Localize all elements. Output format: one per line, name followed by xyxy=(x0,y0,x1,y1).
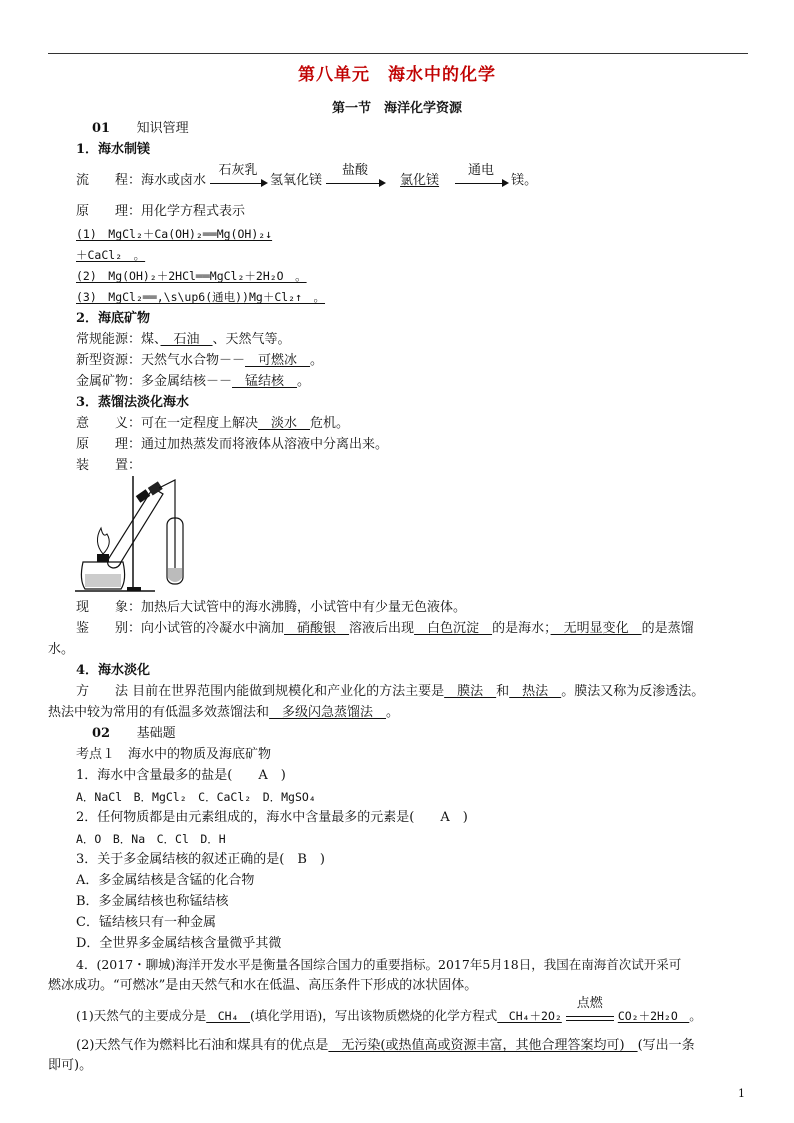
equation-1b: ＋CaCl₂ 。 xyxy=(76,248,146,262)
q3-option-b: B．多金属结核也称锰结核 xyxy=(76,894,229,909)
q4-part-1: (1)天然气的主要成分是 CH₄ (填化学用语)，写出该物质燃烧的化学方程式 CH₄＋2O₂ 点燃 CO₂＋2H₂O 。 xyxy=(76,996,702,1023)
q4-stem-2: 燃冰成功。“可燃冰”是由天然气和水在低温、高压条件下形成的冰状固体。 xyxy=(48,978,478,993)
q4-part-2: (2)天然气作为燃料比石油和煤具有的优点是 无污染(或热值高或资源丰富，其他合理答案均可) (写出一条 xyxy=(76,1038,695,1053)
q1-options: A．NaCl B．MgCl₂ C．CaCl₂ D．MgSO₄ xyxy=(76,790,316,804)
q2-options: A．O B．Na C．Cl D．H xyxy=(76,832,226,846)
k1-heading: 1．海水制镁 xyxy=(76,142,151,157)
q4-stem-1: 4．(2017・聊城)海洋开发水平是衡量各国综合国力的重要指标。2017年5月18日，我国在南海首次试开采可 xyxy=(76,957,682,972)
equation-3: (3) MgCl₂══,\s\up6(通电))Mg＋Cl₂↑ 。 xyxy=(76,290,326,304)
q2-stem: 2．任何物质都是由元素组成的，海水中含量最多的元素是( A ) xyxy=(76,810,468,825)
k2-line-2: 新型资源：天然气水合物－－ 可燃冰 。 xyxy=(76,353,324,368)
flow-arrow-1: 石灰乳 xyxy=(208,172,268,190)
section-label: 基础题 xyxy=(136,726,176,741)
section-title: 第一节 海洋化学资源 xyxy=(331,101,462,116)
k3-line-4: 现 象：加热后大试管中的海水沸腾，小试管中有少量无色液体。 xyxy=(76,600,467,615)
flow-label: 流 程： xyxy=(76,173,142,188)
q3-option-a: A．多金属结核是含锰的化合物 xyxy=(76,873,255,888)
flow-arrow-3: 通电 xyxy=(453,172,509,190)
unit-title: 第八单元 海水中的化学 xyxy=(298,65,496,85)
section-02 xyxy=(92,725,176,743)
header-rule xyxy=(48,53,748,54)
k3-line-1: 意 义：可在一定程度上解决 淡水 危机。 xyxy=(76,416,350,431)
section-label: 知识管理 xyxy=(136,121,189,136)
flow-arrow-2: 盐酸 xyxy=(324,172,386,190)
k2-heading: 2．海底矿物 xyxy=(76,311,151,326)
k3-heading: 3．蒸馏法淡化海水 xyxy=(76,395,190,410)
k4-line-2: 热法中较为常用的有低温多效蒸馏法和 多级闪急蒸馏法 。 xyxy=(48,705,400,720)
k3-line-3: 装 置： xyxy=(76,458,142,473)
q4-part-2-cont: 即可)。 xyxy=(48,1058,93,1073)
q3-option-d: D．全世界多金属结核含量微乎其微 xyxy=(76,936,282,951)
reaction-condition: 点燃 xyxy=(562,1007,618,1025)
q1-stem: 1．海水中含量最多的盐是( A ) xyxy=(76,768,286,783)
section-number: 02 xyxy=(92,726,111,741)
section-number: 01 xyxy=(92,121,111,136)
flow-start: 海水或卤水 xyxy=(141,173,207,188)
k2-line-1: 常规能源：煤、 石油 、天然气等。 xyxy=(76,332,291,347)
k3-line-5: 鉴 别：向小试管的冷凝水中滴加 硝酸银 溶液后出现 白色沉淀 的是海水； 无明显变化 的是蒸馏 xyxy=(76,621,694,636)
equation-2: (2) Mg(OH)₂＋2HCl══MgCl₂＋2H₂O 。 xyxy=(76,269,307,283)
k3-line-5-cont: 水。 xyxy=(48,642,75,657)
flow-mid-2: 氯化镁 xyxy=(400,173,440,188)
flow-mid-1: 氢氧化镁 xyxy=(270,173,323,188)
k3-line-2: 原 理：通过加热蒸发而将液体从溶液中分离出来。 xyxy=(76,437,389,452)
section-01 xyxy=(92,120,189,138)
page-number: 1 xyxy=(738,1087,745,1100)
flow-line xyxy=(76,163,538,190)
principle-line: 原 理：用化学方程式表示 xyxy=(76,204,246,219)
k2-line-3: 金属矿物：多金属结核－－ 锰结核 。 xyxy=(76,374,311,389)
k4-heading: 4．海水淡化 xyxy=(76,663,151,678)
flow-end: 镁。 xyxy=(511,173,538,188)
equation-1a: (1) MgCl₂＋Ca(OH)₂══Mg(OH)₂↓ xyxy=(76,227,273,241)
distillation-apparatus-figure xyxy=(75,470,205,592)
q3-option-c: C．锰结核只有一种金属 xyxy=(76,915,216,930)
q3-stem: 3．关于多金属结核的叙述正确的是( B ) xyxy=(76,852,325,867)
kaodian-1: 考点１ 海水中的物质及海底矿物 xyxy=(76,747,272,762)
k4-line-1: 方 法 目前在世界范围内能做到规模化和产业化的方法主要是 膜法 和 热法 。膜法又称为反渗透法。 xyxy=(76,684,705,699)
